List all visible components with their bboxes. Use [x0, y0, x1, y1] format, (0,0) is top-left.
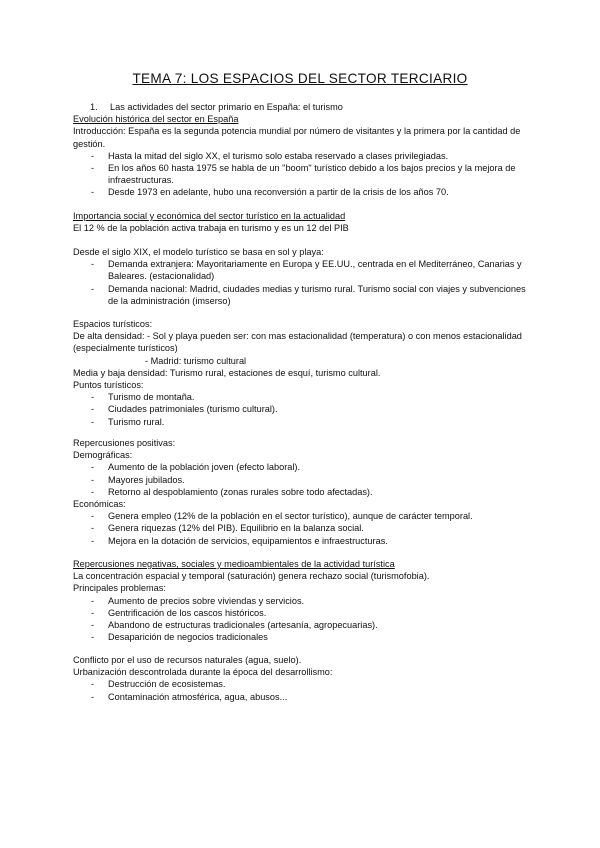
- list-item: - Retorno al despoblamiento (zonas rurales sobre todo afectadas).: [91, 486, 373, 497]
- spaces-madrid: - Madrid: turismo cultural: [145, 355, 247, 366]
- importance-text: El 12 % de la población activa trabaja en turismo y es un 12 del PIB: [73, 223, 349, 234]
- spaces-heading: Espacios turísticos:: [73, 319, 153, 329]
- list-item: - Turismo de montaña.: [91, 392, 195, 403]
- spaces-medium-density: Media y baja densidad: Turismo rural, estaciones de esquí, turismo cultural.: [73, 367, 381, 378]
- section-heading: 1. Las actividades del sector primario en España: el turismo: [90, 102, 343, 112]
- section-repercusiones-positivas: [73, 437, 533, 547]
- model-intro: Desde el siglo XIX, el modelo turístico se basa en sol y playa:: [73, 247, 324, 257]
- list-item: - Turismo rural.: [91, 416, 165, 427]
- list-item: - En los años 60 hasta 1975 se habla de un "boom" turístico debido a los bajos precios y la mejora de infraestructuras.: [91, 163, 516, 186]
- subheading-evolucion: Evolución histórica del sector en España: [73, 114, 239, 125]
- section-modelo: [73, 246, 533, 307]
- list-item: - Gentrificación de los cascos históricos.: [91, 607, 267, 618]
- negative-heading: Repercusiones negativas, sociales y medioambientales de la actividad turística: [73, 559, 395, 569]
- section-importancia: [73, 210, 533, 234]
- demographic-heading: Demográficas:: [73, 450, 133, 461]
- list-item: - Desde 1973 en adelante, hubo una reconversión a partir de la crisis de los años 70.: [91, 187, 449, 198]
- intro-paragraph: Introducción: España es la segunda potencia mundial por número de visitantes y la primera por la cantidad de gestión.: [73, 126, 521, 149]
- section-repercusiones-negativas: [73, 558, 533, 643]
- list-item: - Mejora en la dotación de servicios, equipamientos e infraestructuras.: [91, 535, 388, 546]
- conflict-line-2: Urbanización descontrolada durante la época del desarrollismo:: [73, 667, 333, 678]
- list-item: - Aumento de la población joven (efecto laboral).: [91, 462, 301, 473]
- list-item: - Ciudades patrimoniales (turismo cultural).: [91, 404, 278, 415]
- points-heading: Puntos turísticos:: [73, 380, 144, 391]
- list-item: - Genera empleo (12% de la población en el sector turístico), aunque de carácter temporal.: [91, 511, 473, 522]
- list-item: - Mayores jubilados.: [91, 474, 185, 485]
- list-item: - Demanda nacional: Madrid, ciudades medias y turismo rural. Turismo social con viajes y subvenciones de la administración (imserso): [91, 283, 526, 306]
- spaces-high-density: De alta densidad: - Sol y playa pueden ser: con mas estacionalidad (temperatura) o con menos estacionalidad (especialmente turísticos): [73, 331, 522, 354]
- section-number: 1.: [90, 102, 98, 112]
- list-item: - Abandono de estructuras tradicionales (artesanía, agropecuarias).: [91, 620, 378, 631]
- negative-text: La concentración espacial y temporal (saturación) genera rechazo social (turismofobia).: [73, 571, 430, 582]
- list-item: - Destrucción de ecosistemas.: [91, 679, 226, 690]
- section-espacios: [73, 318, 533, 428]
- section-turismo-historia: [73, 101, 533, 199]
- list-item: - Contaminación atmosférica, agua, abusos...: [91, 691, 288, 702]
- list-item: - Genera riquezas (12% del PIB). Equilibrio en la balanza social.: [91, 523, 364, 534]
- list-item: - Hasta la mitad del siglo XX, el turismo solo estaba reservado a clases privilegiadas.: [91, 150, 449, 161]
- problems-heading: Principales problemas:: [73, 583, 166, 594]
- document-title: TEMA 7: LOS ESPACIOS DEL SECTOR TERCIARIO: [132, 71, 468, 86]
- conflict-line-1: Conflicto por el uso de recursos naturales (agua, suelo).: [73, 655, 302, 665]
- positive-heading: Repercusiones positivas:: [73, 438, 176, 448]
- section-conflicto: [73, 654, 533, 703]
- list-item: - Demanda extranjera: Mayoritariamente en Europa y EE.UU., centrada en el Mediterráneo, Canarias y Baleares. (estacionalidad): [91, 259, 522, 282]
- economic-heading: Económicas:: [73, 499, 126, 510]
- list-item: - Aumento de precios sobre viviendas y servicios.: [91, 595, 305, 606]
- list-item: - Desaparición de negocios tradicionales: [91, 632, 268, 643]
- subheading-importancia: Importancia social y económica del sector turístico en la actualidad: [73, 211, 346, 221]
